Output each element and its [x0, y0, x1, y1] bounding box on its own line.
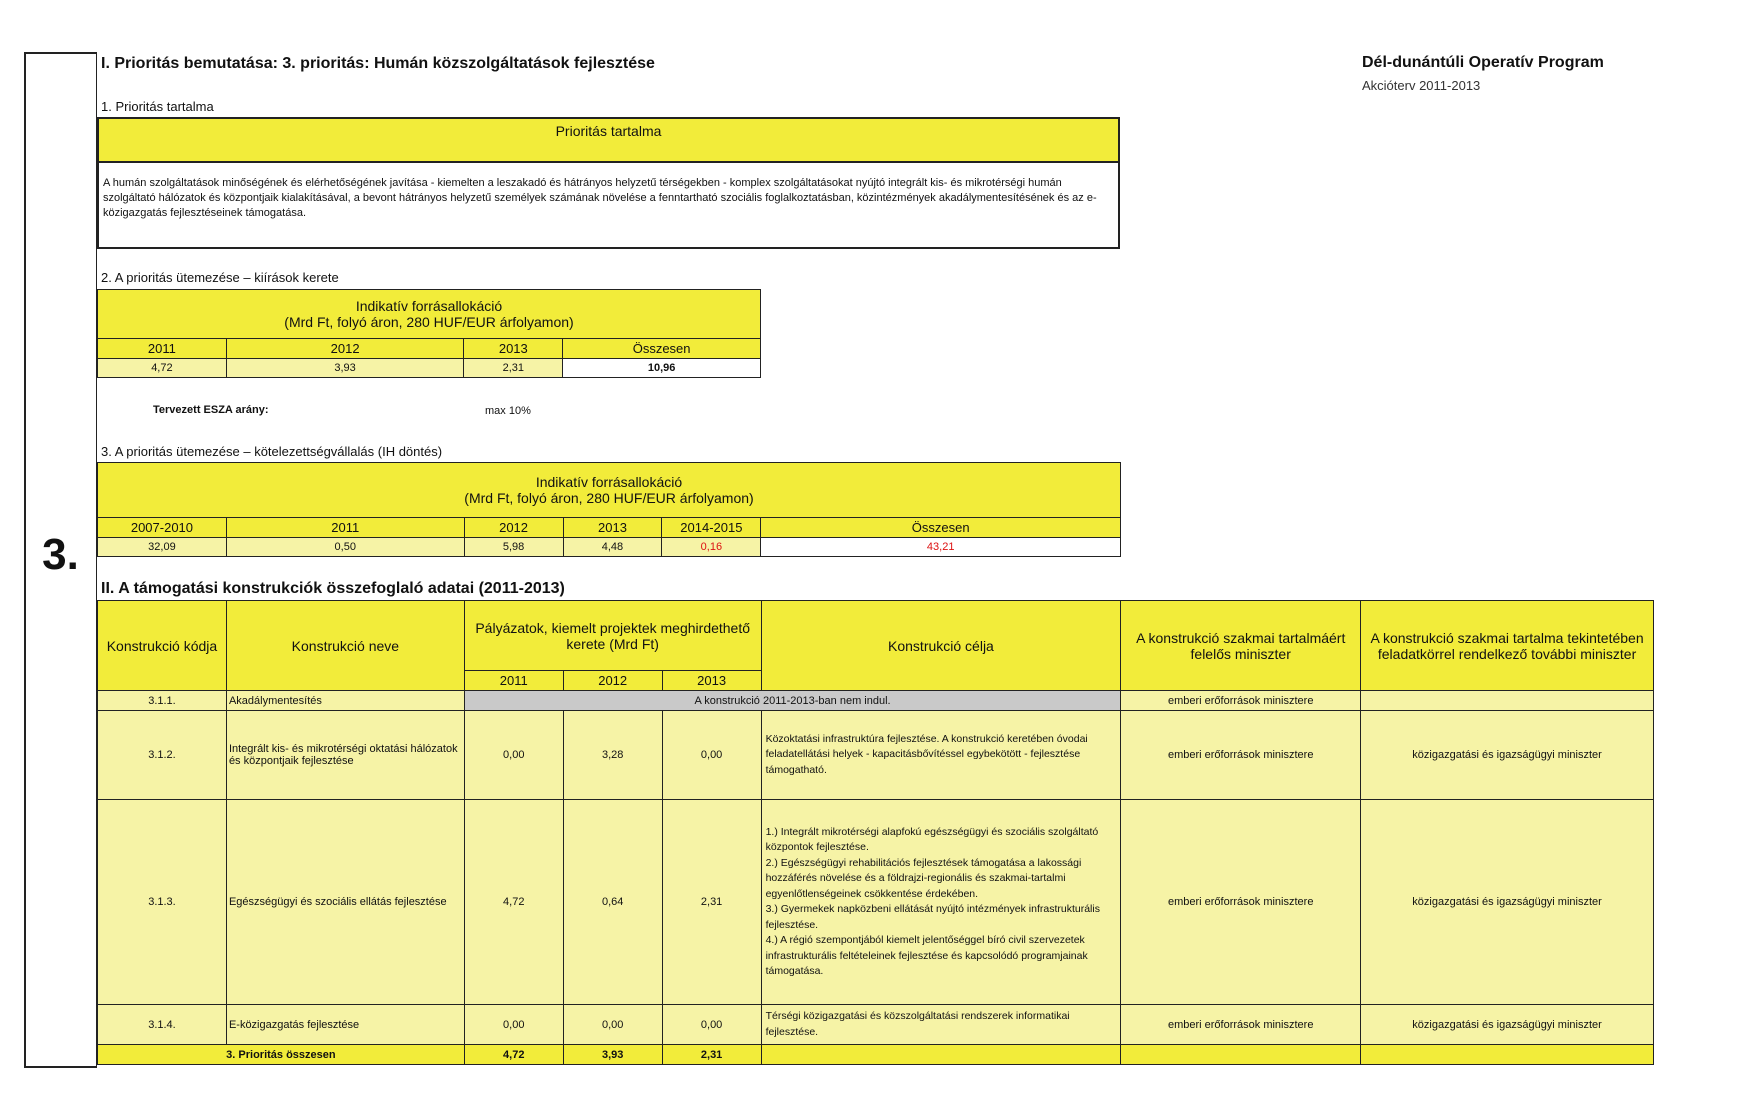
header-year-2011: 2011 — [464, 671, 563, 691]
row-name: Integrált kis- és mikrotérségi oktatási hálózatok és központjaik fejlesztése — [226, 711, 464, 800]
header-budget: Pályázatok, kiemelt projektek meghirdethető kerete (Mrd Ft) — [464, 601, 761, 671]
row-code: 3.1.2. — [98, 711, 227, 800]
col-header: 2007-2010 — [98, 518, 227, 538]
row-other-minister: közigazgatási és igazságügyi miniszter — [1361, 711, 1654, 800]
header-name: Konstrukció neve — [226, 601, 464, 691]
col-header: 2014-2015 — [662, 518, 761, 538]
row-goal — [761, 800, 1121, 1005]
col-header: 2013 — [563, 518, 662, 538]
header-year-2013: 2013 — [662, 671, 761, 691]
program-title: Dél-dunántúli Operatív Program — [1362, 54, 1604, 71]
col-header: Összesen — [563, 339, 761, 359]
page-title: I. Prioritás bemutatása: 3. prioritás: Humán közszolgáltatások fejlesztése — [101, 55, 655, 72]
value-cell: 4,72 — [98, 359, 227, 378]
header-minister: A konstrukció szakmai tartalmáért felelős miniszter — [1121, 601, 1361, 691]
section1-heading: 1. Prioritás tartalma — [101, 99, 214, 114]
total-empty — [761, 1045, 1121, 1065]
col-header: 2013 — [464, 339, 563, 359]
row-value-2013: 0,00 — [662, 711, 761, 800]
total-empty — [1121, 1045, 1361, 1065]
goal-line: 1.) Integrált mikrotérségi alapfokú egészségügyi és szociális szolgáltató központok fejlesztése. — [765, 825, 1099, 853]
header-goal: Konstrukció célja — [761, 601, 1121, 691]
row-minister: emberi erőforrások minisztere — [1121, 691, 1361, 711]
row-value-2011: 0,00 — [464, 1005, 563, 1045]
row-value-2012: 0,64 — [563, 800, 662, 1005]
row-code: 3.1.4. — [98, 1005, 227, 1045]
row-value-2011: 4,72 — [464, 800, 563, 1005]
row-code: 3.1.3. — [98, 800, 227, 1005]
value-cell: 3,93 — [226, 359, 464, 378]
allocation2-title-line1: Indikatív forrásallokáció — [535, 474, 683, 490]
row-minister: emberi erőforrások minisztere — [1121, 711, 1361, 800]
row-minister: emberi erőforrások minisztere — [1121, 1005, 1361, 1045]
value-cell: 5,98 — [464, 538, 563, 557]
row-name: E-közigazgatás fejlesztése — [226, 1005, 464, 1045]
row-value-2011: 0,00 — [464, 711, 563, 800]
priority-content-title: Prioritás tartalma — [99, 119, 1118, 163]
value-cell: 32,09 — [98, 538, 227, 557]
row-note: A konstrukció 2011-2013-ban nem indul. — [464, 691, 1121, 711]
esza-label: Tervezett ESZA arány: — [153, 404, 269, 416]
row-minister: emberi erőforrások minisztere — [1121, 800, 1361, 1005]
row-value-2013: 0,00 — [662, 1005, 761, 1045]
total-cell: 10,96 — [563, 359, 761, 378]
header-year-2012: 2012 — [563, 671, 662, 691]
goal-line: 2.) Egészségügyi rehabilitációs fejlesztések támogatása a lakossági hozzáférés növelése és a földrajzi-regionális és szakmai-tartalmi egyenlőtlenségeinek csökkentése érdekében. — [765, 856, 1082, 900]
total-empty — [1361, 1045, 1654, 1065]
row-goal: Térségi közigazgatási és közszolgáltatási rendszerek informatikai fejlesztése. — [761, 1005, 1121, 1045]
col-header: 2011 — [98, 339, 227, 359]
table-row — [98, 1005, 1654, 1045]
header-other-minister: A konstrukció szakmai tartalma tekintetében feladatkörrel rendelkező további miniszter — [1361, 601, 1654, 691]
value-cell: 4,48 — [563, 538, 662, 557]
col-header: 2012 — [464, 518, 563, 538]
value-cell: 2,31 — [464, 359, 563, 378]
total-2012: 3,93 — [563, 1045, 662, 1065]
total-label: 3. Prioritás összesen — [98, 1045, 465, 1065]
row-name: Egészségügyi és szociális ellátás fejlesztése — [226, 800, 464, 1005]
goal-line: 4.) A régió szempontjából kiemelt jelentőséggel bíró civil szervezetek infrastrukturális feltételeinek fejlesztése és kapcsolódó programjainak támogatása. — [765, 934, 1088, 977]
col-header: 2012 — [226, 339, 464, 359]
allocation-title-line1: Indikatív forrásallokáció — [355, 298, 503, 314]
section3-heading: 3. A prioritás ütemezése – kötelezettségvállalás (IH döntés) — [101, 444, 443, 459]
total-2013: 2,31 — [662, 1045, 761, 1065]
row-other-minister: közigazgatási és igazságügyi miniszter — [1361, 1005, 1654, 1045]
col-header: Összesen — [761, 518, 1121, 538]
esza-value: max 10% — [485, 405, 531, 417]
goal-line: 3.) Gyermekek napközbeni ellátását nyújtó intézmények infrastrukturális fejlesztése. — [765, 903, 1100, 931]
section2-heading: 2. A prioritás ütemezése – kiírások kerete — [101, 270, 339, 285]
row-value-2012: 3,28 — [563, 711, 662, 800]
header-code: Konstrukció kódja — [98, 601, 227, 691]
table-row — [98, 800, 1654, 1005]
value-cell: 0,50 — [226, 538, 464, 557]
allocation-table-1 — [97, 289, 761, 378]
table-row — [98, 691, 1654, 711]
side-number: 3. — [42, 530, 79, 579]
table-row — [98, 711, 1654, 800]
value-cell: 0,16 — [662, 538, 761, 557]
priority-content-text: A humán szolgáltatások minőségének és elérhetőségének javítása - kiemelten a leszakadó és hátrányos helyzetű térségekben - komplex szolgáltatásokat nyújtó integrált kis- és mikrotérségi humán szolgáltató hálózatok és központjaik kialakításával, a bevont hátrányos helyzetű személyek számának növelése a fenntartható szociális foglalkoztatásban, közintézmények akadálymentesítésének és az e-közigazgatás fejlesztéseinek támogatása. — [103, 177, 1097, 219]
section4-heading: II. A támogatási konstrukciók összefoglaló adatai (2011-2013) — [101, 580, 565, 597]
row-goal: Közoktatási infrastruktúra fejlesztése. A konstrukció keretében óvodai feladatellátási helyek - kapacitásbővítéssel egybekötött - fejlesztése támogatható. — [761, 711, 1121, 800]
program-subtitle: Akcióterv 2011-2013 — [1362, 78, 1481, 93]
total-row — [98, 1045, 1654, 1065]
construction-table — [97, 600, 1654, 1065]
allocation2-title-line2: (Mrd Ft, folyó áron, 280 HUF/EUR árfolyamon) — [464, 490, 754, 506]
total-cell: 43,21 — [761, 538, 1121, 557]
row-value-2013: 2,31 — [662, 800, 761, 1005]
row-value-2012: 0,00 — [563, 1005, 662, 1045]
allocation-title-line2: (Mrd Ft, folyó áron, 280 HUF/EUR árfolyamon) — [284, 314, 574, 330]
row-code: 3.1.1. — [98, 691, 227, 711]
row-other-minister — [1361, 691, 1654, 711]
row-name: Akadálymentesítés — [226, 691, 464, 711]
allocation-table-2-title — [98, 463, 1121, 518]
row-other-minister: közigazgatási és igazságügyi miniszter — [1361, 800, 1654, 1005]
col-header: 2011 — [226, 518, 464, 538]
allocation-table-2 — [97, 462, 1121, 557]
total-2011: 4,72 — [464, 1045, 563, 1065]
allocation-table-1-title — [98, 290, 761, 339]
priority-content-box — [97, 117, 1120, 249]
